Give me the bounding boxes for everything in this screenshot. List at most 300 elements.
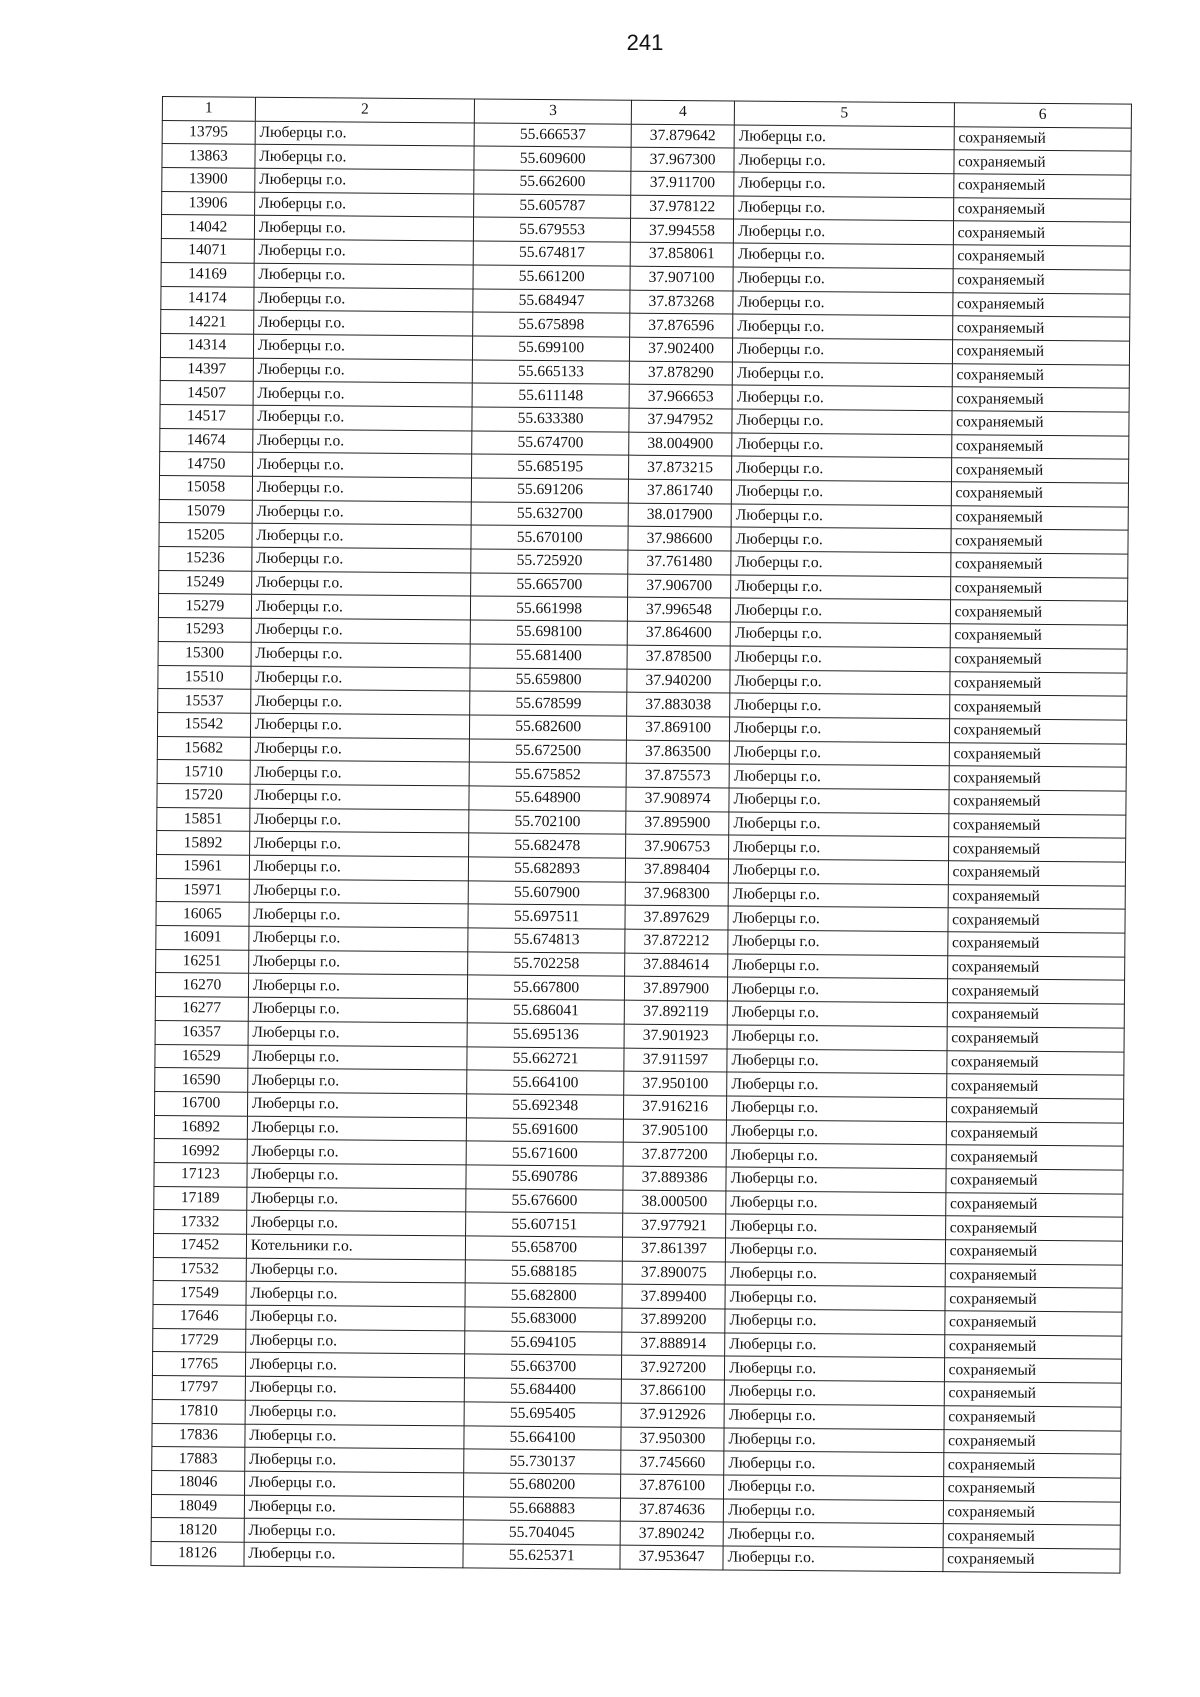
- status-cell: сохраняемый: [945, 1263, 1123, 1288]
- district-cell: Люберцы г.о.: [726, 1191, 946, 1216]
- latitude-cell: 55.665133: [473, 360, 630, 385]
- district-cell: Люберцы г.о.: [730, 598, 950, 623]
- status-cell: сохраняемый: [951, 458, 1129, 483]
- latitude-cell: 55.682478: [469, 833, 626, 858]
- row-number-cell: 14674: [160, 428, 253, 452]
- municipality-cell: Люберцы г.о.: [252, 429, 472, 454]
- district-cell: Люберцы г.о.: [734, 196, 954, 221]
- longitude-cell: 37.863500: [626, 740, 729, 764]
- row-number-cell: 16992: [154, 1139, 247, 1163]
- status-cell: сохраняемый: [944, 1429, 1122, 1454]
- municipality-cell: Люберцы г.о.: [254, 239, 474, 264]
- municipality-cell: Котельники г.о.: [246, 1234, 466, 1259]
- longitude-cell: 37.912926: [621, 1403, 724, 1427]
- latitude-cell: 55.694105: [465, 1331, 622, 1356]
- row-number-cell: 18046: [152, 1470, 245, 1494]
- longitude-cell: 37.745660: [621, 1450, 724, 1474]
- status-cell: сохраняемый: [945, 1192, 1123, 1217]
- municipality-cell: Люберцы г.о.: [253, 358, 473, 383]
- longitude-cell: 37.872212: [625, 929, 728, 953]
- municipality-cell: Люберцы г.о.: [249, 832, 469, 857]
- column-header: 4: [631, 100, 734, 124]
- municipality-cell: Люберцы г.о.: [251, 571, 471, 596]
- status-cell: сохраняемый: [950, 576, 1128, 601]
- municipality-cell: Люберцы г.о.: [245, 1376, 465, 1401]
- latitude-cell: 55.666537: [474, 123, 631, 148]
- status-cell: сохраняемый: [947, 1003, 1125, 1028]
- longitude-cell: 37.869100: [626, 716, 729, 740]
- longitude-cell: 37.879642: [631, 124, 734, 148]
- municipality-cell: Люберцы г.о.: [248, 997, 468, 1022]
- status-cell: сохраняемый: [946, 1145, 1124, 1170]
- status-cell: сохраняемый: [947, 1050, 1125, 1075]
- latitude-cell: 55.674813: [468, 928, 625, 953]
- row-number-cell: 15542: [157, 712, 250, 736]
- longitude-cell: 37.883038: [627, 692, 730, 716]
- district-cell: Люберцы г.о.: [730, 646, 950, 671]
- status-cell: сохраняемый: [948, 837, 1126, 862]
- status-cell: сохраняемый: [944, 1358, 1122, 1383]
- longitude-cell: 37.899200: [622, 1308, 725, 1332]
- longitude-cell: 37.950300: [621, 1427, 724, 1451]
- longitude-cell: 37.897900: [624, 977, 727, 1001]
- municipality-cell: Люберцы г.о.: [255, 168, 475, 193]
- row-number-cell: 16357: [155, 1020, 248, 1044]
- latitude-cell: 55.665700: [471, 573, 628, 598]
- municipality-cell: Люберцы г.о.: [249, 879, 469, 904]
- longitude-cell: 37.873215: [629, 455, 732, 479]
- district-cell: Люберцы г.о.: [724, 1475, 944, 1500]
- municipality-cell: Люберцы г.о.: [247, 1092, 467, 1117]
- municipality-cell: Люберцы г.о.: [245, 1400, 465, 1425]
- latitude-cell: 55.605787: [474, 194, 631, 219]
- longitude-cell: 37.907100: [630, 266, 733, 290]
- longitude-cell: 37.866100: [621, 1379, 724, 1403]
- row-number-cell: 14750: [160, 452, 253, 476]
- municipality-cell: Люберцы г.о.: [250, 784, 470, 809]
- district-cell: Люберцы г.о.: [727, 1001, 947, 1026]
- row-number-cell: 17332: [154, 1210, 247, 1234]
- longitude-cell: 37.858061: [630, 242, 733, 266]
- municipality-cell: Люберцы г.о.: [244, 1495, 464, 1520]
- longitude-cell: 37.761480: [628, 550, 731, 574]
- row-number-cell: 15537: [158, 689, 251, 713]
- municipality-cell: Люберцы г.о.: [246, 1305, 466, 1330]
- latitude-cell: 55.658700: [466, 1236, 623, 1261]
- district-cell: Люберцы г.о.: [730, 717, 950, 742]
- latitude-cell: 55.675898: [473, 312, 630, 337]
- longitude-cell: 37.892119: [624, 1000, 727, 1024]
- row-number-cell: 18120: [151, 1518, 244, 1542]
- row-number-cell: 17797: [152, 1376, 245, 1400]
- latitude-cell: 55.676600: [466, 1189, 623, 1214]
- latitude-cell: 55.699100: [473, 336, 630, 361]
- longitude-cell: 37.902400: [629, 337, 732, 361]
- row-number-cell: 13906: [162, 191, 255, 215]
- table-body: [151, 120, 1131, 1573]
- status-cell: сохраняемый: [952, 363, 1130, 388]
- row-number-cell: 16270: [155, 973, 248, 997]
- district-cell: Люберцы г.о.: [725, 1309, 945, 1334]
- row-number-cell: 14507: [160, 381, 253, 405]
- row-number-cell: 15971: [156, 878, 249, 902]
- row-number-cell: 15293: [158, 618, 251, 642]
- municipality-cell: Люберцы г.о.: [250, 760, 470, 785]
- row-number-cell: 15249: [159, 570, 252, 594]
- district-cell: Люберцы г.о.: [732, 409, 952, 434]
- latitude-cell: 55.632700: [471, 502, 628, 527]
- row-number-cell: 14174: [161, 286, 254, 310]
- district-cell: Люберцы г.о.: [729, 764, 949, 789]
- page-number: 241: [626, 30, 664, 55]
- row-number-cell: 16892: [154, 1115, 247, 1139]
- municipality-cell: Люберцы г.о.: [244, 1471, 464, 1496]
- latitude-cell: 55.662721: [467, 1046, 624, 1071]
- district-cell: Люберцы г.о.: [725, 1238, 945, 1263]
- district-cell: Люберцы г.о.: [730, 669, 950, 694]
- longitude-cell: 37.977921: [623, 1213, 726, 1237]
- district-cell: Люберцы г.о.: [731, 527, 951, 552]
- latitude-cell: 55.664100: [467, 1070, 624, 1095]
- row-number-cell: 15720: [157, 783, 250, 807]
- municipality-cell: Люберцы г.о.: [254, 287, 474, 312]
- status-cell: сохраняемый: [948, 908, 1126, 933]
- district-cell: Люберцы г.о.: [734, 148, 954, 173]
- district-cell: Люберцы г.о.: [730, 622, 950, 647]
- district-cell: Люберцы г.о.: [734, 172, 954, 197]
- row-number-cell: 18049: [151, 1494, 244, 1518]
- longitude-cell: 37.890075: [622, 1261, 725, 1285]
- municipality-cell: Люберцы г.о.: [255, 121, 475, 146]
- latitude-cell: 55.667800: [468, 975, 625, 1000]
- district-cell: Люберцы г.о.: [728, 883, 948, 908]
- status-cell: сохраняемый: [943, 1524, 1121, 1549]
- latitude-cell: 55.691206: [472, 478, 629, 503]
- municipality-cell: Люберцы г.о.: [253, 405, 473, 430]
- status-cell: сохраняемый: [947, 932, 1125, 957]
- row-number-cell: 15851: [157, 807, 250, 831]
- municipality-cell: Люберцы г.о.: [244, 1447, 464, 1472]
- district-cell: Люберцы г.о.: [732, 433, 952, 458]
- longitude-cell: 37.996548: [627, 598, 730, 622]
- municipality-cell: Люберцы г.о.: [254, 263, 474, 288]
- latitude-cell: 55.674700: [472, 431, 629, 456]
- row-number-cell: 14397: [160, 357, 253, 381]
- status-cell: сохраняемый: [944, 1382, 1122, 1407]
- latitude-cell: 55.697511: [468, 904, 625, 929]
- district-cell: Люберцы г.о.: [733, 243, 953, 268]
- district-cell: Люберцы г.о.: [727, 1096, 947, 1121]
- latitude-cell: 55.662600: [474, 170, 631, 195]
- longitude-cell: 37.889386: [623, 1166, 726, 1190]
- row-number-cell: 15058: [159, 475, 252, 499]
- status-cell: сохраняемый: [947, 979, 1125, 1004]
- row-number-cell: 17765: [152, 1352, 245, 1376]
- status-cell: сохраняемый: [943, 1500, 1121, 1525]
- municipality-cell: Люберцы г.о.: [244, 1518, 464, 1543]
- longitude-cell: 37.898404: [625, 858, 728, 882]
- district-cell: Люберцы г.о.: [733, 314, 953, 339]
- district-cell: Люберцы г.о.: [732, 385, 952, 410]
- municipality-cell: Люберцы г.о.: [247, 1187, 467, 1212]
- municipality-cell: Люберцы г.о.: [246, 1211, 466, 1236]
- status-cell: сохраняемый: [949, 719, 1127, 744]
- municipality-cell: Люберцы г.о.: [247, 1139, 467, 1164]
- row-number-cell: 17836: [152, 1423, 245, 1447]
- status-cell: сохраняемый: [948, 884, 1126, 909]
- longitude-cell: 37.864600: [627, 621, 730, 645]
- latitude-cell: 55.611148: [472, 383, 629, 408]
- longitude-cell: 37.895900: [626, 811, 729, 835]
- latitude-cell: 55.684400: [465, 1378, 622, 1403]
- status-cell: сохраняемый: [944, 1334, 1122, 1359]
- district-cell: Люберцы г.о.: [726, 1120, 946, 1145]
- longitude-cell: 37.861740: [628, 479, 731, 503]
- municipality-cell: Люберцы г.о.: [253, 310, 473, 335]
- longitude-cell: 37.911597: [624, 1048, 727, 1072]
- district-cell: Люберцы г.о.: [733, 338, 953, 363]
- row-number-cell: 17729: [153, 1328, 246, 1352]
- row-number-cell: 15300: [158, 641, 251, 665]
- district-cell: Люберцы г.о.: [733, 267, 953, 292]
- row-number-cell: 15079: [159, 499, 252, 523]
- district-cell: Люберцы г.о.: [723, 1499, 943, 1524]
- status-cell: сохраняемый: [946, 1098, 1124, 1123]
- row-number-cell: 15710: [157, 760, 250, 784]
- status-cell: сохраняемый: [949, 790, 1127, 815]
- district-cell: Люберцы г.о.: [729, 812, 949, 837]
- row-number-cell: 16065: [156, 902, 249, 926]
- row-number-cell: 14042: [161, 215, 254, 239]
- municipality-cell: Люберцы г.о.: [245, 1329, 465, 1354]
- longitude-cell: 37.966653: [629, 384, 732, 408]
- longitude-cell: 37.897629: [625, 906, 728, 930]
- column-header: 2: [255, 97, 475, 122]
- row-number-cell: 15205: [159, 523, 252, 547]
- municipality-cell: Люберцы г.о.: [247, 1068, 467, 1093]
- district-cell: Люберцы г.о.: [726, 1214, 946, 1239]
- status-cell: сохраняемый: [949, 766, 1127, 791]
- district-cell: Люберцы г.о.: [728, 977, 948, 1002]
- latitude-cell: 55.661200: [473, 265, 630, 290]
- municipality-cell: Люберцы г.о.: [248, 950, 468, 975]
- municipality-cell: Люберцы г.о.: [252, 547, 472, 572]
- status-cell: сохраняемый: [948, 861, 1126, 886]
- latitude-cell: 55.659800: [470, 667, 627, 692]
- municipality-cell: Люберцы г.о.: [248, 1045, 468, 1070]
- latitude-cell: 55.675852: [469, 762, 626, 787]
- municipality-cell: Люберцы г.о.: [251, 595, 471, 620]
- district-cell: Люберцы г.о.: [728, 930, 948, 955]
- row-number-cell: 14071: [161, 239, 254, 263]
- district-cell: Люберцы г.о.: [724, 1427, 944, 1452]
- latitude-cell: 55.730137: [464, 1449, 621, 1474]
- status-cell: сохраняемый: [952, 387, 1130, 412]
- district-cell: Люберцы г.о.: [729, 741, 949, 766]
- longitude-cell: 37.953647: [620, 1545, 723, 1569]
- status-cell: сохраняемый: [951, 529, 1129, 554]
- longitude-cell: 37.874636: [620, 1498, 723, 1522]
- status-cell: сохраняемый: [946, 1169, 1124, 1194]
- status-cell: сохраняемый: [953, 245, 1131, 270]
- longitude-cell: 38.004900: [629, 432, 732, 456]
- latitude-cell: 55.682893: [469, 857, 626, 882]
- row-number-cell: 15892: [157, 831, 250, 855]
- municipality-cell: Люберцы г.о.: [249, 903, 469, 928]
- longitude-cell: 37.950100: [624, 1071, 727, 1095]
- municipality-cell: Люберцы г.о.: [249, 926, 469, 951]
- municipality-cell: Люберцы г.о.: [252, 453, 472, 478]
- status-cell: сохраняемый: [953, 269, 1131, 294]
- latitude-cell: 55.688185: [466, 1260, 623, 1285]
- status-cell: сохраняемый: [943, 1477, 1121, 1502]
- latitude-cell: 55.702258: [468, 952, 625, 977]
- longitude-cell: 37.968300: [625, 882, 728, 906]
- latitude-cell: 55.633380: [472, 407, 629, 432]
- municipality-cell: Люберцы г.о.: [254, 216, 474, 241]
- latitude-cell: 55.686041: [468, 999, 625, 1024]
- municipality-cell: Люберцы г.о.: [250, 713, 470, 738]
- latitude-cell: 55.692348: [467, 1094, 624, 1119]
- row-number-cell: 17549: [153, 1281, 246, 1305]
- latitude-cell: 55.702100: [469, 810, 626, 835]
- row-number-cell: 14221: [161, 310, 254, 334]
- status-cell: сохраняемый: [946, 1074, 1124, 1099]
- municipality-cell: Люберцы г.о.: [244, 1542, 464, 1567]
- district-cell: Люберцы г.о.: [731, 504, 951, 529]
- latitude-cell: 55.704045: [463, 1520, 620, 1545]
- latitude-cell: 55.648900: [469, 786, 626, 811]
- row-number-cell: 16529: [155, 1044, 248, 1068]
- status-cell: сохраняемый: [950, 600, 1128, 625]
- longitude-cell: 37.878290: [629, 361, 732, 385]
- status-cell: сохраняемый: [943, 1548, 1121, 1573]
- status-cell: сохраняемый: [952, 316, 1130, 341]
- status-cell: сохраняемый: [950, 624, 1128, 649]
- latitude-cell: 55.725920: [471, 549, 628, 574]
- longitude-cell: 37.905100: [623, 1119, 726, 1143]
- row-number-cell: 15961: [156, 854, 249, 878]
- district-cell: Люберцы г.о.: [732, 456, 952, 481]
- municipality-cell: Люберцы г.о.: [254, 192, 474, 217]
- registry-table: [150, 96, 1132, 1573]
- status-cell: сохраняемый: [948, 813, 1126, 838]
- row-number-cell: 18126: [151, 1541, 244, 1565]
- district-cell: Люберцы г.о.: [725, 1333, 945, 1358]
- row-number-cell: 16590: [155, 1068, 248, 1092]
- longitude-cell: 37.876596: [630, 313, 733, 337]
- municipality-cell: Люберцы г.о.: [252, 476, 472, 501]
- longitude-cell: 37.877200: [623, 1142, 726, 1166]
- longitude-cell: 37.861397: [622, 1237, 725, 1261]
- municipality-cell: Люберцы г.о.: [245, 1353, 465, 1378]
- row-number-cell: 17646: [153, 1305, 246, 1329]
- row-number-cell: 15236: [159, 547, 252, 571]
- latitude-cell: 55.684947: [473, 288, 630, 313]
- longitude-cell: 38.000500: [623, 1190, 726, 1214]
- district-cell: Люберцы г.о.: [733, 290, 953, 315]
- latitude-cell: 55.681400: [470, 644, 627, 669]
- latitude-cell: 55.607151: [466, 1212, 623, 1237]
- status-cell: сохраняемый: [950, 648, 1128, 673]
- row-number-cell: 15510: [158, 665, 251, 689]
- status-cell: сохраняемый: [954, 126, 1132, 151]
- district-cell: Люберцы г.о.: [728, 859, 948, 884]
- status-cell: сохраняемый: [943, 1453, 1121, 1478]
- municipality-cell: Люберцы г.о.: [246, 1282, 466, 1307]
- status-cell: сохраняемый: [949, 742, 1127, 767]
- row-number-cell: 15279: [158, 594, 251, 618]
- municipality-cell: Люберцы г.о.: [247, 1116, 467, 1141]
- row-number-cell: 16091: [156, 926, 249, 950]
- latitude-cell: 55.670100: [471, 525, 628, 550]
- municipality-cell: Люберцы г.о.: [249, 808, 469, 833]
- municipality-cell: Люберцы г.о.: [248, 974, 468, 999]
- latitude-cell: 55.695136: [467, 1023, 624, 1048]
- longitude-cell: 37.978122: [631, 195, 734, 219]
- district-cell: Люберцы г.о.: [725, 1356, 945, 1381]
- municipality-cell: Люберцы г.о.: [251, 666, 471, 691]
- latitude-cell: 55.663700: [465, 1354, 622, 1379]
- status-cell: сохраняемый: [951, 482, 1129, 507]
- district-cell: Люберцы г.о.: [724, 1404, 944, 1429]
- status-cell: сохраняемый: [945, 1216, 1123, 1241]
- status-cell: сохраняемый: [945, 1287, 1123, 1312]
- latitude-cell: 55.672500: [470, 738, 627, 763]
- latitude-cell: 55.609600: [474, 146, 631, 171]
- row-number-cell: 17452: [153, 1233, 246, 1257]
- longitude-cell: 37.899400: [622, 1285, 725, 1309]
- status-cell: сохраняемый: [952, 292, 1130, 317]
- status-cell: сохраняемый: [952, 340, 1130, 365]
- row-number-cell: 13795: [162, 120, 255, 144]
- municipality-cell: Люберцы г.о.: [252, 500, 472, 525]
- row-number-cell: 17883: [152, 1447, 245, 1471]
- longitude-cell: 37.911700: [631, 171, 734, 195]
- status-cell: сохраняемый: [947, 1027, 1125, 1052]
- municipality-cell: Люберцы г.о.: [253, 334, 473, 359]
- longitude-cell: 37.908974: [626, 787, 729, 811]
- longitude-cell: 37.890242: [620, 1521, 723, 1545]
- municipality-cell: Люберцы г.о.: [251, 642, 471, 667]
- latitude-cell: 55.682800: [465, 1283, 622, 1308]
- municipality-cell: Люберцы г.о.: [245, 1424, 465, 1449]
- municipality-cell: Люберцы г.о.: [246, 1258, 466, 1283]
- row-number-cell: 17189: [154, 1186, 247, 1210]
- district-cell: Люберцы г.о.: [724, 1380, 944, 1405]
- latitude-cell: 55.625371: [463, 1544, 620, 1569]
- district-cell: Люберцы г.о.: [733, 219, 953, 244]
- longitude-cell: 37.876100: [621, 1474, 724, 1498]
- status-cell: сохраняемый: [951, 505, 1129, 530]
- municipality-cell: Люберцы г.о.: [248, 1021, 468, 1046]
- row-number-cell: 14169: [161, 262, 254, 286]
- status-cell: сохраняемый: [949, 671, 1127, 696]
- longitude-cell: 37.947952: [629, 408, 732, 432]
- longitude-cell: 37.994558: [630, 219, 733, 243]
- district-cell: Люберцы г.о.: [725, 1262, 945, 1287]
- status-cell: сохраняемый: [945, 1240, 1123, 1265]
- district-cell: Люберцы г.о.: [727, 1072, 947, 1097]
- municipality-cell: Люберцы г.о.: [250, 689, 470, 714]
- row-number-cell: 16277: [155, 997, 248, 1021]
- row-number-cell: 14517: [160, 404, 253, 428]
- municipality-cell: Люберцы г.о.: [251, 618, 471, 643]
- latitude-cell: 55.691600: [467, 1117, 624, 1142]
- municipality-cell: Люберцы г.о.: [253, 381, 473, 406]
- status-cell: сохраняемый: [947, 955, 1125, 980]
- latitude-cell: 55.690786: [466, 1165, 623, 1190]
